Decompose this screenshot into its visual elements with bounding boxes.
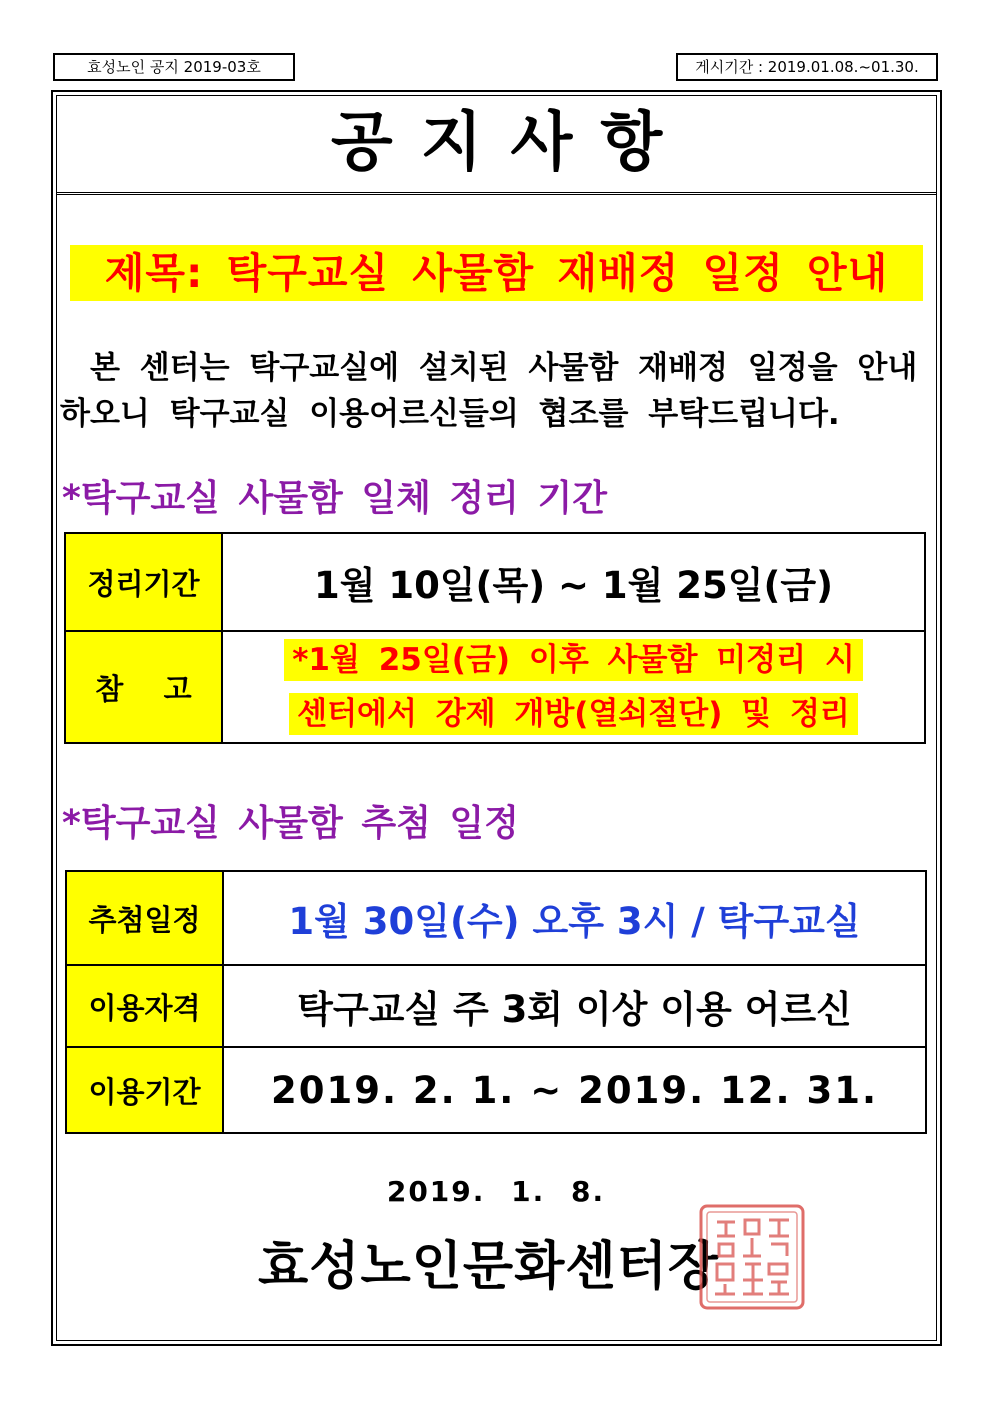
table-row (66, 965, 926, 1047)
row-label: 이용자격 (66, 965, 223, 1047)
table-row (65, 631, 925, 743)
row-label: 추첨일정 (66, 871, 223, 965)
note-line-1: *1월 25일(금) 이후 사물함 미정리 시 (284, 639, 863, 681)
signer-name: 효성노인문화센터장 (258, 1237, 720, 1297)
eligibility-value: 탁구교실 주 3회 이상 이용 어르신 (223, 965, 926, 1047)
row-label: 이용기간 (66, 1047, 223, 1133)
intro-paragraph (60, 345, 932, 437)
cleanup-period-value: 1월 10일(목) ~ 1월 25일(금) (222, 533, 925, 631)
cleanup-table (64, 532, 926, 744)
note-line-2: 센터에서 강제 개방(열쇠절단) 및 정리 (289, 693, 858, 735)
table-row (66, 871, 926, 965)
row-label: 참 고 (65, 631, 222, 743)
official-seal-icon (697, 1202, 807, 1312)
title-band (57, 96, 936, 195)
posting-period: 게시기간 : 2019.01.08.~01.30. (676, 53, 938, 81)
notice-number: 효성노인 공지 2019-03호 (53, 53, 295, 81)
section-heading-lottery: *탁구교실 사물함 추첨 일정 (62, 803, 519, 844)
usage-period-value: 2019. 2. 1. ~ 2019. 12. 31. (223, 1047, 926, 1133)
subject-line: 제목: 탁구교실 사물함 재배정 일정 안내 (70, 245, 923, 301)
lottery-schedule-value: 1월 30일(수) 오후 3시 / 탁구교실 (223, 871, 926, 965)
intro-line-1: 본 센터는 탁구교실에 설치된 사물함 재배정 일정을 안내 (90, 350, 918, 386)
issue-date: 2019. 1. 8. (386, 1175, 606, 1208)
lottery-table (65, 870, 927, 1134)
section-heading-cleanup: *탁구교실 사물함 일체 정리 기간 (62, 478, 608, 519)
page-title: 공지사항 (330, 106, 691, 180)
row-label: 정리기간 (65, 533, 222, 631)
table-row (65, 533, 925, 631)
note-cell (222, 631, 925, 743)
table-row (66, 1047, 926, 1133)
intro-line-2: 하오니 탁구교실 이용어르신들의 협조를 부탁드립니다. (60, 396, 840, 432)
